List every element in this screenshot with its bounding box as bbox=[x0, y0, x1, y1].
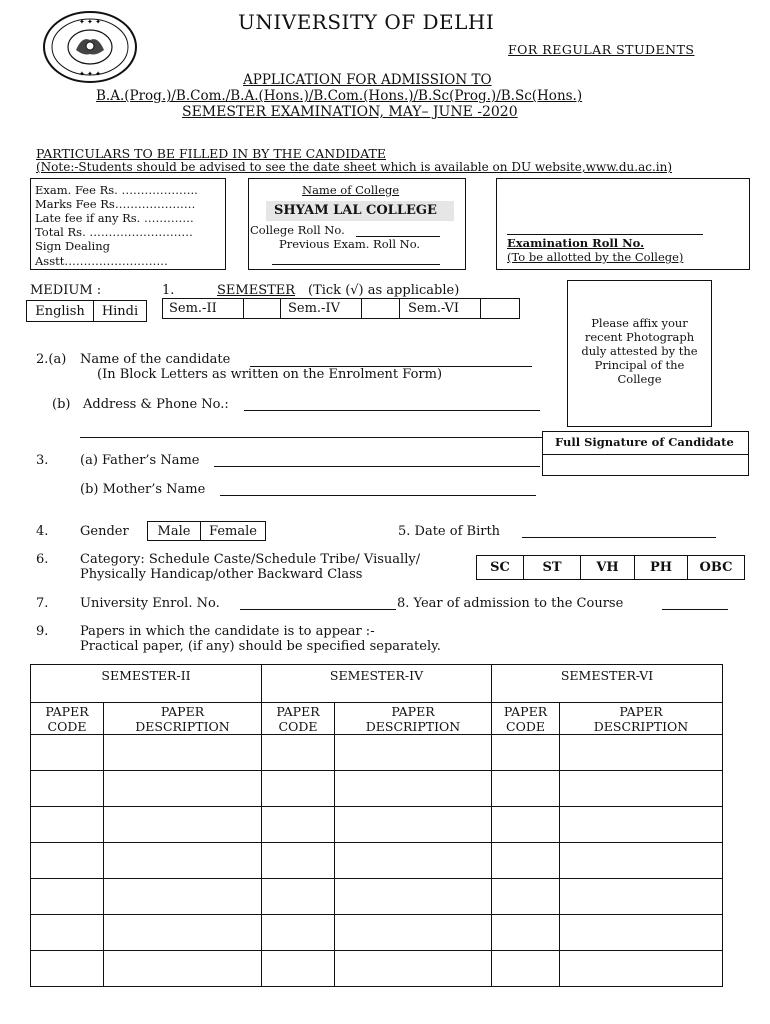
table-cell[interactable] bbox=[31, 843, 104, 879]
medium-english[interactable] bbox=[26, 300, 94, 322]
table-cell[interactable] bbox=[262, 915, 335, 951]
table-cell[interactable] bbox=[335, 843, 492, 879]
previous-roll-line[interactable] bbox=[272, 264, 440, 265]
table-cell[interactable] bbox=[262, 735, 335, 771]
medium-hindi-label: Hindi bbox=[101, 303, 139, 319]
table-cell[interactable] bbox=[335, 879, 492, 915]
paper-description-header: PAPER DESCRIPTION bbox=[335, 703, 492, 735]
q7-number: 7. bbox=[36, 596, 49, 611]
table-row bbox=[31, 879, 723, 915]
table-cell[interactable] bbox=[262, 843, 335, 879]
table-row bbox=[31, 771, 723, 807]
table-cell[interactable] bbox=[104, 735, 262, 771]
admission-year-field[interactable] bbox=[662, 609, 728, 610]
table-cell[interactable] bbox=[104, 879, 262, 915]
college-name-label: Name of College bbox=[302, 183, 400, 197]
paper-description-header: PAPER DESCRIPTION bbox=[104, 703, 262, 735]
category-obc[interactable] bbox=[687, 555, 745, 580]
table-cell[interactable] bbox=[31, 951, 104, 987]
q3-number: 3. bbox=[36, 453, 49, 468]
application-line-3: SEMESTER EXAMINATION, MAY– JUNE -2020 bbox=[182, 104, 518, 120]
sem-4-label: Sem.-IV bbox=[288, 301, 340, 316]
q2b-number: (b) bbox=[52, 397, 71, 412]
sem-4-label-cell bbox=[280, 298, 362, 319]
sem-6-tick-box[interactable] bbox=[480, 298, 520, 319]
asstt: Asstt……………………… bbox=[35, 254, 168, 268]
medium-hindi[interactable] bbox=[93, 300, 147, 322]
table-cell[interactable] bbox=[31, 807, 104, 843]
application-line-1: APPLICATION FOR ADMISSION TO bbox=[243, 72, 492, 88]
semester-header-row bbox=[31, 665, 723, 703]
marks-fee: Marks Fee Rs………………… bbox=[35, 197, 196, 211]
q4-number: 4. bbox=[36, 524, 49, 539]
table-cell[interactable] bbox=[492, 843, 560, 879]
q9-line-2: Practical paper, (if any) should be specified separately. bbox=[80, 639, 441, 654]
table-cell[interactable] bbox=[262, 771, 335, 807]
table-cell[interactable] bbox=[104, 951, 262, 987]
exam-fee: Exam. Fee Rs. ……………….. bbox=[35, 183, 198, 197]
semester-label: SEMESTER bbox=[217, 283, 296, 298]
q8-label: 8. Year of admission to the Course bbox=[397, 596, 624, 611]
semester-6-header: SEMESTER-VI bbox=[492, 665, 723, 703]
gender-female-label: Female bbox=[209, 523, 257, 539]
table-cell[interactable] bbox=[262, 879, 335, 915]
table-cell[interactable] bbox=[104, 807, 262, 843]
table-cell[interactable] bbox=[335, 735, 492, 771]
q7-label: University Enrol. No. bbox=[80, 596, 220, 611]
category-vh[interactable] bbox=[580, 555, 635, 580]
address-field-line-1[interactable] bbox=[244, 410, 540, 411]
table-cell[interactable] bbox=[31, 879, 104, 915]
q9-number: 9. bbox=[36, 624, 49, 639]
gender-male[interactable] bbox=[147, 521, 201, 541]
semester-number: 1. bbox=[162, 283, 175, 298]
table-cell[interactable] bbox=[262, 951, 335, 987]
table-row bbox=[31, 807, 723, 843]
table-row bbox=[31, 951, 723, 987]
table-cell[interactable] bbox=[492, 879, 560, 915]
table-cell[interactable] bbox=[335, 771, 492, 807]
table-cell[interactable] bbox=[104, 915, 262, 951]
application-line-2: B.A.(Prog.)/B.Com./B.A.(Hons.)/B.Com.(Hons.)/B.Sc(Prog.)/B.Sc(Hons.) bbox=[96, 88, 583, 104]
gender-male-label: Male bbox=[157, 523, 191, 539]
sem-2-label: Sem.-II bbox=[169, 301, 217, 316]
sem-6-label-cell bbox=[399, 298, 481, 319]
medium-label: MEDIUM : bbox=[30, 283, 102, 298]
table-cell[interactable] bbox=[560, 915, 723, 951]
category-ph-label: PH bbox=[649, 560, 673, 575]
table-cell[interactable] bbox=[492, 951, 560, 987]
total-fee: Total Rs. ……………………… bbox=[35, 225, 193, 239]
table-cell[interactable] bbox=[492, 735, 560, 771]
sign-dealing: Sign Dealing bbox=[35, 239, 110, 253]
semester-2-header: SEMESTER-II bbox=[31, 665, 262, 703]
papers-table bbox=[30, 664, 723, 987]
photo-instructions: Please affix your recent Photograph duly attested by the Principal of the College bbox=[581, 316, 698, 386]
signature-box[interactable] bbox=[542, 454, 749, 476]
table-row bbox=[31, 843, 723, 879]
paper-code-header: PAPER CODE bbox=[262, 703, 335, 735]
table-cell[interactable] bbox=[560, 771, 723, 807]
signature-label: Full Signature of Candidate bbox=[555, 435, 734, 449]
table-cell[interactable] bbox=[335, 915, 492, 951]
q5-label: 5. Date of Birth bbox=[398, 524, 501, 539]
table-cell[interactable] bbox=[31, 771, 104, 807]
table-cell[interactable] bbox=[104, 771, 262, 807]
table-cell[interactable] bbox=[560, 951, 723, 987]
university-seal bbox=[40, 10, 140, 84]
medium-english-label: English bbox=[35, 303, 85, 319]
q2b-label: Address & Phone No.: bbox=[83, 397, 229, 412]
paper-code-header: PAPER CODE bbox=[492, 703, 560, 735]
column-header-row bbox=[31, 703, 723, 735]
sem-2-label-cell bbox=[162, 298, 244, 319]
q2a-number: 2.(a) bbox=[36, 352, 67, 367]
address-field-line-2[interactable] bbox=[80, 437, 542, 438]
exam-roll-label: Examination Roll No. bbox=[507, 236, 645, 250]
q3a-label: (a) Father’s Name bbox=[80, 453, 200, 468]
table-cell[interactable] bbox=[560, 735, 723, 771]
category-sc-label: SC bbox=[490, 560, 510, 575]
sem-6-label: Sem.-VI bbox=[408, 301, 460, 316]
category-st-label: ST bbox=[542, 560, 562, 575]
category-vh-label: VH bbox=[596, 560, 619, 575]
paper-code-header: PAPER CODE bbox=[31, 703, 104, 735]
q6-line-1: Category: Schedule Caste/Schedule Tribe/ Visually/ bbox=[80, 552, 421, 567]
college-roll-label: College Roll No. bbox=[250, 223, 345, 237]
q2a-label: Name of the candidate bbox=[80, 352, 231, 367]
sem-2-tick-box[interactable] bbox=[243, 298, 281, 319]
mother-name-field[interactable] bbox=[220, 495, 536, 496]
sem-4-tick-box[interactable] bbox=[361, 298, 400, 319]
college-name: SHYAM LAL COLLEGE bbox=[274, 203, 437, 218]
exam-roll-note: (To be allotted by the College) bbox=[507, 250, 684, 264]
previous-roll-label: Previous Exam. Roll No. bbox=[279, 237, 421, 251]
exam-roll-line[interactable] bbox=[507, 234, 703, 235]
table-cell[interactable] bbox=[492, 771, 560, 807]
category-obc-label: OBC bbox=[699, 560, 733, 575]
semester-hint: (Tick (√) as applicable) bbox=[308, 283, 460, 298]
enrol-number-field[interactable] bbox=[240, 609, 396, 610]
date-of-birth-field[interactable] bbox=[522, 537, 716, 538]
table-cell[interactable] bbox=[335, 807, 492, 843]
table-cell[interactable] bbox=[262, 807, 335, 843]
category-sc[interactable] bbox=[476, 555, 524, 580]
late-fee: Late fee if any Rs. …………. bbox=[35, 211, 194, 225]
table-cell[interactable] bbox=[104, 843, 262, 879]
table-row bbox=[31, 915, 723, 951]
regular-students-label: FOR REGULAR STUDENTS bbox=[508, 42, 695, 57]
q6-line-2: Physically Handicap/other Backward Class bbox=[80, 567, 363, 582]
table-cell[interactable] bbox=[492, 915, 560, 951]
semester-4-header: SEMESTER-IV bbox=[262, 665, 492, 703]
particulars-note: (Note:-Students should be advised to see the date sheet which is available on DU website,www.du.ac.in) bbox=[36, 160, 673, 174]
q4-label: Gender bbox=[80, 524, 129, 539]
table-cell[interactable] bbox=[31, 915, 104, 951]
category-ph[interactable] bbox=[634, 555, 688, 580]
table-cell[interactable] bbox=[560, 807, 723, 843]
svg-text:✦ ✦ ✦: ✦ ✦ ✦ bbox=[78, 70, 102, 78]
gender-female[interactable] bbox=[200, 521, 266, 541]
q6-number: 6. bbox=[36, 552, 49, 567]
svg-text:✦ ✦ ✦: ✦ ✦ ✦ bbox=[78, 18, 102, 26]
table-cell[interactable] bbox=[335, 951, 492, 987]
university-title: UNIVERSITY OF DELHI bbox=[238, 10, 495, 34]
table-cell[interactable] bbox=[31, 735, 104, 771]
q3b-label: (b) Mother’s Name bbox=[80, 482, 206, 497]
q9-line-1: Papers in which the candidate is to appear :- bbox=[80, 624, 375, 639]
paper-description-header: PAPER DESCRIPTION bbox=[560, 703, 723, 735]
table-cell[interactable] bbox=[560, 879, 723, 915]
q2a-hint: (In Block Letters as written on the Enrolment Form) bbox=[97, 367, 443, 382]
father-name-field[interactable] bbox=[214, 466, 540, 467]
category-st[interactable] bbox=[523, 555, 581, 580]
table-cell[interactable] bbox=[492, 807, 560, 843]
particulars-heading: PARTICULARS TO BE FILLED IN BY THE CANDIDATE bbox=[36, 146, 386, 161]
table-row bbox=[31, 735, 723, 771]
table-cell[interactable] bbox=[560, 843, 723, 879]
